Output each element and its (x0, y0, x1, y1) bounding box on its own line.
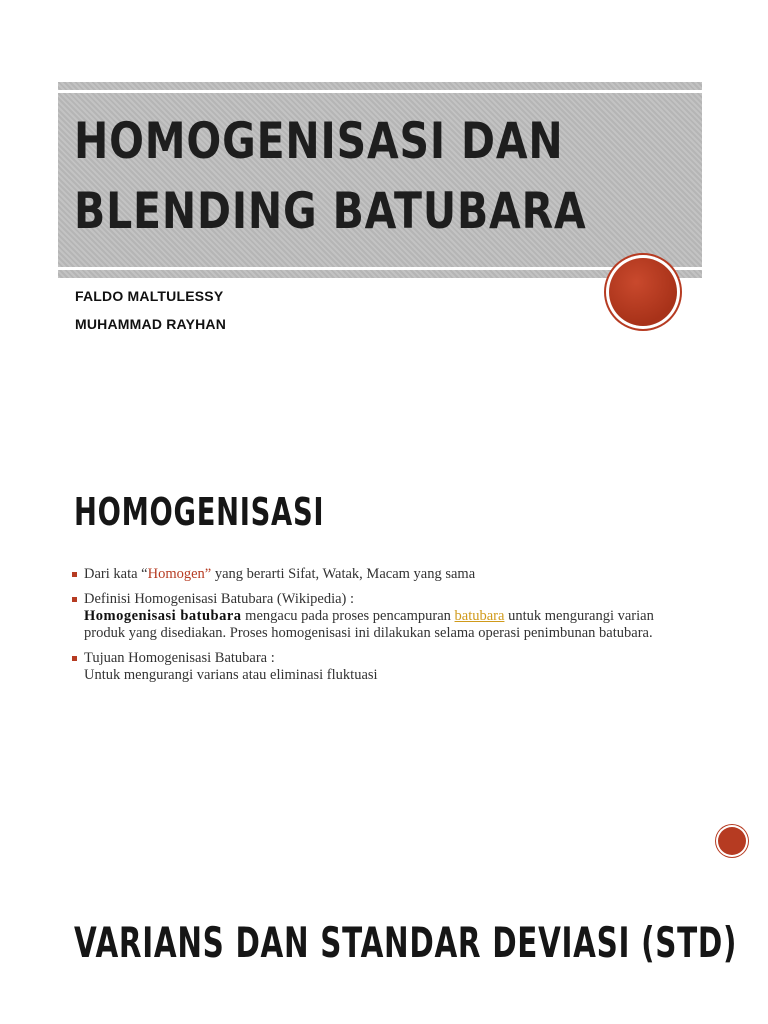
bullet-square-icon (72, 656, 77, 661)
bullet2-text-after-link: untuk mengurangi varian produk yang disediakan. Proses homogenisasi ini dilakukan selama operasi penimbunan batubara. (84, 608, 654, 641)
bullet-list (72, 566, 692, 692)
bullet-item-purpose (72, 650, 692, 684)
main-title (74, 106, 587, 246)
bullet1-prefix: Dari kata “ (84, 566, 148, 582)
title-rule-top (58, 90, 702, 93)
author-2: MUHAMMAD RAYHAN (75, 316, 227, 332)
authors (75, 282, 226, 338)
bullet-item-definition (72, 591, 692, 642)
decorative-circle-large (609, 258, 677, 326)
section-title-homogenisasi: HOMOGENISASI (74, 490, 325, 534)
decorative-circle-small (718, 827, 746, 855)
title-rule-bottom (58, 267, 702, 270)
bullet1-suffix: yang berarti Sifat, Watak, Macam yang sama (211, 566, 476, 582)
main-title-line-1: HOMOGENISASI DAN (74, 112, 564, 170)
bullet-square-icon (72, 572, 77, 577)
bullet-item-origin (72, 566, 692, 583)
section-title-varians: VARIANS DAN STANDAR DEVIASI (STD) (74, 918, 738, 967)
main-title-line-2: BLENDING BATUBARA (74, 182, 587, 240)
bullet1-highlight: Homogen” (147, 566, 212, 582)
bullet3-line1: Tujuan Homogenisasi Batubara : (84, 650, 275, 666)
bullet2-line1: Definisi Homogenisasi Batubara (Wikipedia) : (84, 591, 355, 607)
title-band (58, 82, 702, 278)
bullet3-line2: Untuk mengurangi varians atau eliminasi fluktuasi (84, 667, 378, 683)
bullet-square-icon (72, 597, 77, 602)
batubara-link[interactable]: batubara (454, 608, 505, 624)
author-1: FALDO MALTULESSY (75, 288, 224, 304)
bullet2-text-before-link: mengacu pada proses pencampuran (241, 608, 455, 624)
bullet2-body (84, 608, 692, 642)
bullet2-bold-term: Homogenisasi batubara (84, 608, 242, 624)
